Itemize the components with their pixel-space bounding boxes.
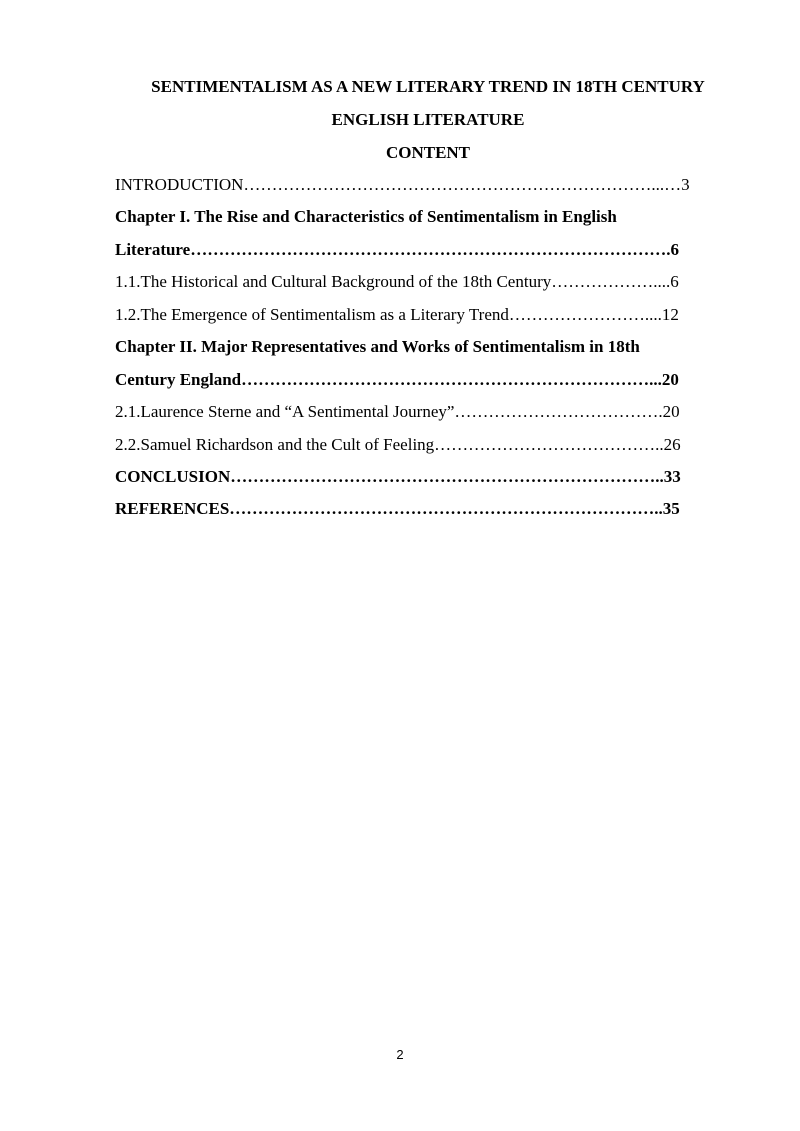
toc-entry-section-1-1: 1.1.The Historical and Cultural Background of the 18th Century………………....6 xyxy=(115,272,679,291)
document-title-line-1: SENTIMENTALISM AS A NEW LITERARY TREND IN 18TH CENTURY xyxy=(151,77,705,96)
document-title-line-2: ENGLISH LITERATURE xyxy=(331,110,525,129)
toc-entry-introduction: INTRODUCTION………………………………………………………………...…3 xyxy=(115,175,690,194)
toc-entry-references: REFERENCES…………………………………………………………………..35 xyxy=(115,499,680,518)
content-heading: CONTENT xyxy=(385,143,471,162)
toc-entry-chapter-2-line-1: Chapter II. Major Representatives and Works of Sentimentalism in 18th xyxy=(115,337,640,356)
toc-entry-conclusion: CONCLUSION…………………………………………………………………..33 xyxy=(115,467,681,486)
toc-entry-chapter-1-line-2: Literature………………………………………………………………………….6 xyxy=(115,240,679,259)
toc-entry-section-2-1: 2.1.Laurence Sterne and “A Sentimental Journey”……………………………….20 xyxy=(115,402,680,421)
toc-entry-section-1-2: 1.2.The Emergence of Sentimentalism as a Literary Trend……………………....12 xyxy=(115,305,679,324)
page-number: 2 xyxy=(396,1047,404,1062)
toc-entry-chapter-1-line-1: Chapter I. The Rise and Characteristics of Sentimentalism in English xyxy=(115,207,617,226)
toc-entry-section-2-2: 2.2.Samuel Richardson and the Cult of Feeling…………………………………..26 xyxy=(115,435,681,454)
toc-entry-chapter-2-line-2: Century England………………………………………………………………...20 xyxy=(115,370,679,389)
